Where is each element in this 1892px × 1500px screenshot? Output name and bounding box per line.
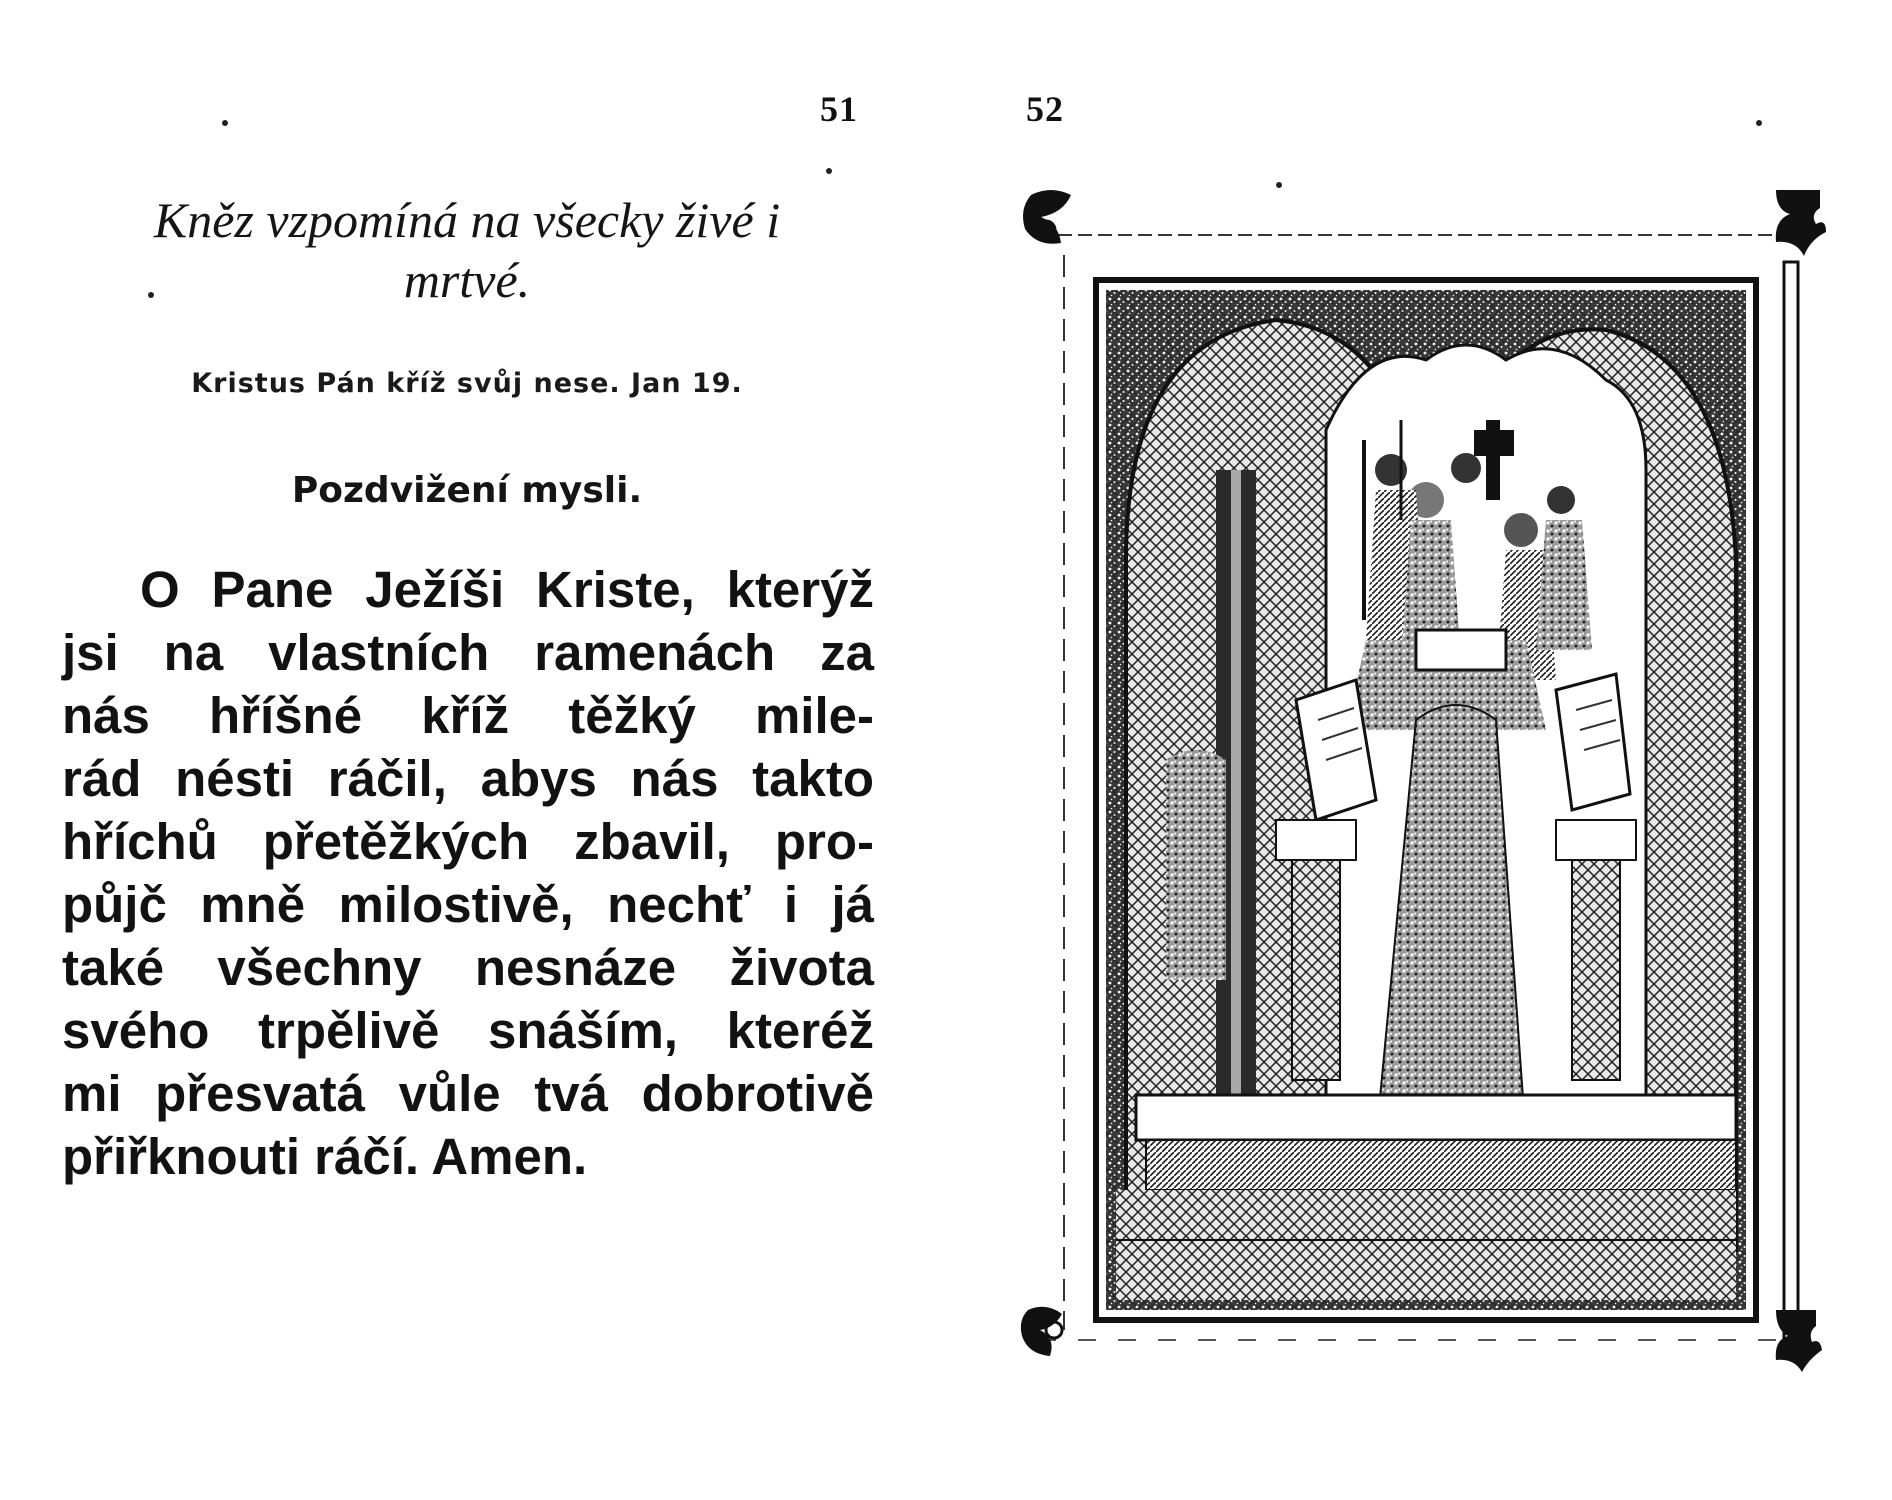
print-speck — [1276, 182, 1282, 188]
prayer-line: svého trpělivě snáším, kteréž — [62, 1002, 874, 1059]
corner-ornament-icon — [1776, 1310, 1822, 1372]
prayer-line: rád nésti ráčil, abys nás takto — [62, 750, 874, 807]
prayer-line: také všechny nesnáze života — [62, 939, 874, 996]
prayer-line: jsi na vlastních ramenách za — [62, 624, 874, 681]
right-page — [946, 0, 1892, 1500]
prayer-heading: Pozdvižení mysli. — [291, 470, 643, 511]
prayer-line: mi přesvatá vůle tvá dobrotivě — [62, 1065, 874, 1122]
page-number-left: 51 — [820, 89, 858, 129]
section-title-line-2: mrtvé. — [403, 252, 531, 308]
prayer-line: nás hříšné kříž těžký mile- — [62, 687, 874, 744]
print-speck — [1756, 120, 1762, 126]
prayer-text — [62, 558, 874, 1188]
stone-floor — [1116, 1095, 1736, 1300]
corner-ornament-icon — [1021, 1307, 1062, 1356]
prayer-line: hříchů přetěžkých zbavil, pro- — [62, 813, 874, 870]
prayer-line: půjč mně milostivě, nechť i já — [62, 876, 874, 933]
print-speck — [148, 292, 154, 298]
corner-ornament-icon — [1776, 190, 1826, 256]
engraving-illustration — [946, 0, 1892, 1500]
section-title — [62, 190, 872, 310]
page-number-right: 52 — [1026, 89, 1064, 129]
print-speck — [826, 168, 832, 174]
section-title-line-1: Kněz vzpomíná na všecky živé i — [153, 192, 781, 248]
prayer-line: přiřknouti ráčí. Amen. — [62, 1128, 588, 1185]
prayer-line: O Pane Ježíši Kriste, kterýž — [140, 561, 874, 618]
print-speck — [222, 120, 228, 126]
illustration-caption: Kristus Pán kříž svůj nese. Jan 19. — [191, 368, 743, 399]
